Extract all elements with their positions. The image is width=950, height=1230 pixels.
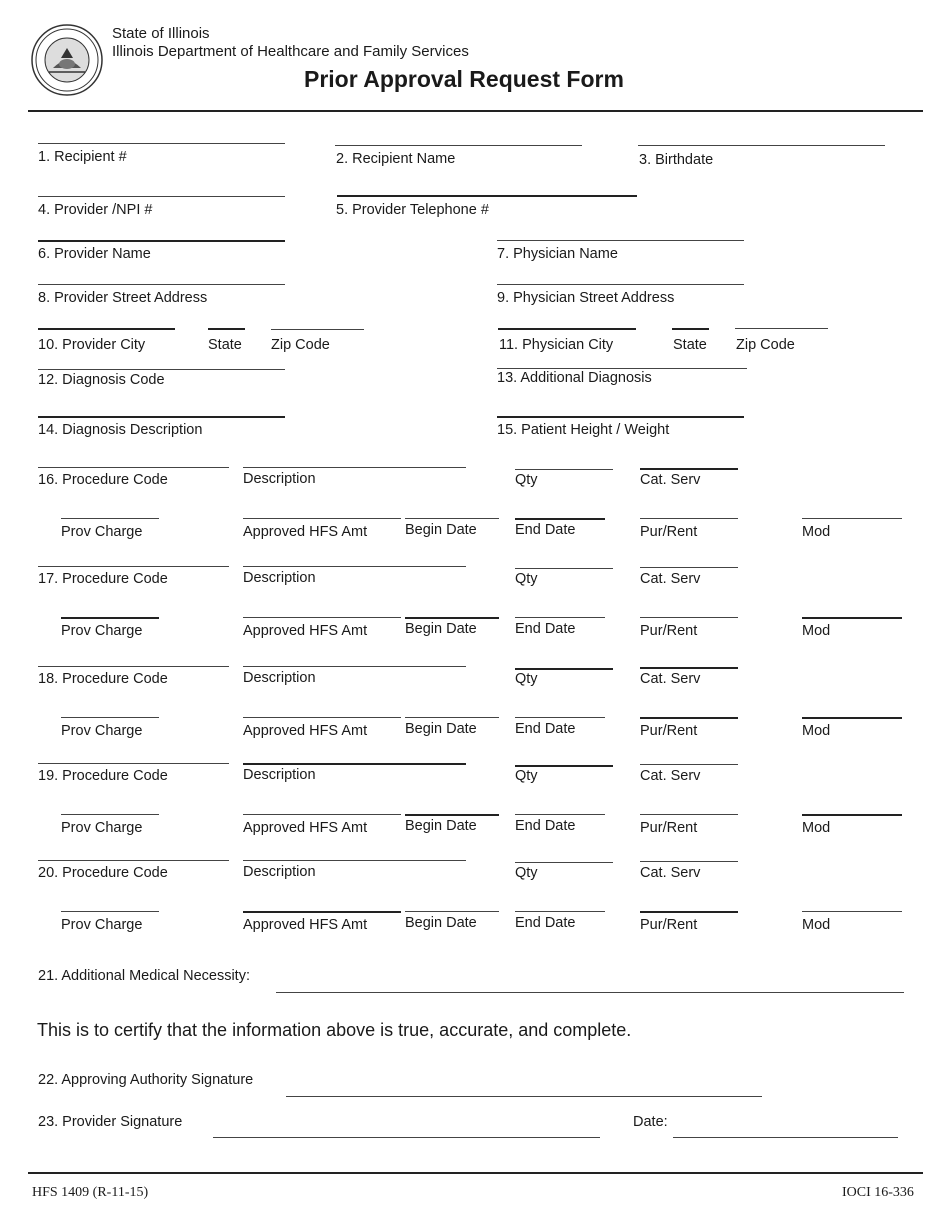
mod-label: Mod bbox=[802, 917, 831, 933]
prov-charge-label: Prov Charge bbox=[61, 820, 143, 836]
approved-amount-field[interactable] bbox=[243, 814, 401, 815]
cat-serv-label: Cat. Serv bbox=[640, 865, 701, 881]
description-label: Description bbox=[243, 670, 316, 686]
mod-field[interactable] bbox=[802, 911, 902, 912]
procedure-code-label: 17. Procedure Code bbox=[38, 571, 168, 587]
begin-date-label: Begin Date bbox=[405, 522, 477, 538]
description-field[interactable] bbox=[243, 860, 466, 861]
provider-name-field[interactable] bbox=[38, 240, 285, 242]
recipient-number-field[interactable] bbox=[38, 143, 285, 144]
certification-statement: This is to certify that the information above is true, accurate, and complete. bbox=[37, 1020, 632, 1040]
provider-name-label: 6. Provider Name bbox=[38, 246, 151, 262]
provider-signature-label: 23. Provider Signature bbox=[38, 1114, 183, 1130]
description-field[interactable] bbox=[243, 666, 466, 667]
approved-amount-label: Approved HFS Amt bbox=[243, 820, 368, 836]
prov-charge-label: Prov Charge bbox=[61, 623, 143, 639]
state-name: State of Illinois bbox=[112, 25, 210, 42]
procedure-code-label: 18. Procedure Code bbox=[38, 671, 168, 687]
prov-charge-label: Prov Charge bbox=[61, 524, 143, 540]
mod-field[interactable] bbox=[802, 814, 902, 816]
cat-serv-label: Cat. Serv bbox=[640, 571, 701, 587]
end-date-label: End Date bbox=[515, 721, 576, 737]
qty-label: Qty bbox=[515, 571, 538, 587]
provider-signature-field[interactable] bbox=[213, 1137, 600, 1138]
pur-rent-label: Pur/Rent bbox=[640, 917, 698, 933]
mod-label: Mod bbox=[802, 524, 831, 540]
provider-zip-field[interactable] bbox=[271, 329, 364, 330]
begin-date-field[interactable] bbox=[405, 717, 499, 718]
begin-date-label: Begin Date bbox=[405, 915, 477, 931]
diagnosis-code-field[interactable] bbox=[38, 369, 285, 370]
height-weight-field[interactable] bbox=[497, 416, 744, 418]
cat-serv-label: Cat. Serv bbox=[640, 472, 701, 488]
qty-field[interactable] bbox=[515, 765, 613, 767]
begin-date-label: Begin Date bbox=[405, 818, 477, 834]
description-field[interactable] bbox=[243, 566, 466, 567]
pur-rent-label: Pur/Rent bbox=[640, 524, 698, 540]
description-label: Description bbox=[243, 471, 316, 487]
cat-serv-label: Cat. Serv bbox=[640, 671, 701, 687]
description-field[interactable] bbox=[243, 763, 466, 765]
approving-signature-field[interactable] bbox=[286, 1096, 762, 1097]
date-field[interactable] bbox=[673, 1137, 898, 1138]
approved-amount-label: Approved HFS Amt bbox=[243, 524, 368, 540]
cat-serv-label: Cat. Serv bbox=[640, 768, 701, 784]
provider-npi-label: 4. Provider /NPI # bbox=[38, 202, 153, 218]
begin-date-label: Begin Date bbox=[405, 721, 477, 737]
cat-serv-field[interactable] bbox=[640, 468, 738, 470]
provider-telephone-field[interactable] bbox=[337, 195, 637, 197]
diagnosis-description-label: 14. Diagnosis Description bbox=[38, 422, 203, 438]
recipient-name-field[interactable] bbox=[335, 145, 582, 146]
provider-telephone-label: 5. Provider Telephone # bbox=[336, 202, 489, 218]
cat-serv-field[interactable] bbox=[640, 567, 738, 568]
end-date-field[interactable] bbox=[515, 911, 605, 912]
qty-field[interactable] bbox=[515, 668, 613, 670]
provider-state-field[interactable] bbox=[208, 328, 245, 330]
physician-city-field[interactable] bbox=[498, 328, 636, 330]
footer-divider bbox=[28, 1172, 923, 1174]
mod-field[interactable] bbox=[802, 617, 902, 619]
begin-date-field[interactable] bbox=[405, 617, 499, 619]
mod-label: Mod bbox=[802, 623, 831, 639]
procedure-code-field[interactable] bbox=[38, 467, 229, 468]
approving-signature-label: 22. Approving Authority Signature bbox=[38, 1072, 254, 1088]
cat-serv-field[interactable] bbox=[640, 764, 738, 765]
approved-amount-field[interactable] bbox=[243, 617, 401, 618]
approved-amount-field[interactable] bbox=[243, 518, 401, 519]
birthdate-field[interactable] bbox=[638, 145, 885, 146]
prov-charge-field[interactable] bbox=[61, 814, 159, 815]
form-number: HFS 1409 (R-11-15) bbox=[32, 1185, 149, 1200]
form-title: Prior Approval Request Form bbox=[304, 66, 624, 92]
header-divider bbox=[28, 110, 923, 112]
begin-date-label: Begin Date bbox=[405, 621, 477, 637]
end-date-label: End Date bbox=[515, 818, 576, 834]
pur-rent-label: Pur/Rent bbox=[640, 623, 698, 639]
prov-charge-field[interactable] bbox=[61, 717, 159, 718]
qty-field[interactable] bbox=[515, 469, 613, 470]
cat-serv-field[interactable] bbox=[640, 861, 738, 862]
mod-field[interactable] bbox=[802, 717, 902, 719]
description-field[interactable] bbox=[243, 467, 466, 468]
description-label: Description bbox=[243, 570, 316, 586]
mod-field[interactable] bbox=[802, 518, 902, 519]
prov-charge-label: Prov Charge bbox=[61, 917, 143, 933]
end-date-label: End Date bbox=[515, 522, 576, 538]
end-date-label: End Date bbox=[515, 915, 576, 931]
qty-label: Qty bbox=[515, 671, 538, 687]
provider-city-field[interactable] bbox=[38, 328, 175, 330]
procedure-code-label: 16. Procedure Code bbox=[38, 472, 168, 488]
qty-field[interactable] bbox=[515, 568, 613, 569]
date-label: Date: bbox=[633, 1114, 668, 1130]
provider-zip-label: Zip Code bbox=[271, 337, 330, 353]
procedure-code-label: 19. Procedure Code bbox=[38, 768, 168, 784]
diagnosis-code-label: 12. Diagnosis Code bbox=[38, 372, 165, 388]
pur-rent-field[interactable] bbox=[640, 814, 738, 815]
pur-rent-field[interactable] bbox=[640, 518, 738, 519]
provider-street-label: 8. Provider Street Address bbox=[38, 290, 208, 306]
description-label: Description bbox=[243, 767, 316, 783]
prov-charge-field[interactable] bbox=[61, 911, 159, 912]
procedure-code-label: 20. Procedure Code bbox=[38, 865, 168, 881]
pur-rent-label: Pur/Rent bbox=[640, 820, 698, 836]
provider-npi-field[interactable] bbox=[38, 196, 285, 197]
prov-charge-label: Prov Charge bbox=[61, 723, 143, 739]
qty-field[interactable] bbox=[515, 862, 613, 863]
approved-amount-label: Approved HFS Amt bbox=[243, 723, 368, 739]
recipient-number-label: 1. Recipient # bbox=[38, 149, 127, 165]
pur-rent-field[interactable] bbox=[640, 617, 738, 618]
qty-label: Qty bbox=[515, 472, 538, 488]
physician-street-field[interactable] bbox=[497, 284, 744, 285]
end-date-label: End Date bbox=[515, 621, 576, 637]
additional-diagnosis-label: 13. Additional Diagnosis bbox=[497, 370, 652, 386]
physician-state-field[interactable] bbox=[672, 328, 709, 330]
height-weight-label: 15. Patient Height / Weight bbox=[497, 422, 670, 438]
provider-city-label: 10. Provider City bbox=[38, 337, 146, 353]
physician-state-label: State bbox=[673, 337, 707, 353]
begin-date-field[interactable] bbox=[405, 518, 499, 519]
approved-amount-label: Approved HFS Amt bbox=[243, 917, 368, 933]
procedure-code-field[interactable] bbox=[38, 566, 229, 567]
procedure-code-field[interactable] bbox=[38, 763, 229, 764]
end-date-field[interactable] bbox=[515, 617, 605, 618]
birthdate-label: 3. Birthdate bbox=[639, 152, 714, 168]
ioci-number: IOCI 16-336 bbox=[842, 1185, 914, 1200]
recipient-name-label: 2. Recipient Name bbox=[336, 151, 456, 167]
end-date-field[interactable] bbox=[515, 518, 605, 520]
medical-necessity-label: 21. Additional Medical Necessity: bbox=[38, 968, 250, 984]
physician-street-label: 9. Physician Street Address bbox=[497, 290, 675, 306]
procedure-code-field[interactable] bbox=[38, 666, 229, 667]
prov-charge-field[interactable] bbox=[61, 617, 159, 619]
pur-rent-field[interactable] bbox=[640, 911, 738, 913]
mod-label: Mod bbox=[802, 723, 831, 739]
procedure-code-field[interactable] bbox=[38, 860, 229, 861]
prov-charge-field[interactable] bbox=[61, 518, 159, 519]
begin-date-field[interactable] bbox=[405, 814, 499, 816]
pur-rent-field[interactable] bbox=[640, 717, 738, 719]
qty-label: Qty bbox=[515, 865, 538, 881]
medical-necessity-field[interactable] bbox=[276, 992, 904, 993]
diagnosis-description-field[interactable] bbox=[38, 416, 285, 418]
approved-amount-field[interactable] bbox=[243, 717, 401, 718]
begin-date-field[interactable] bbox=[405, 911, 499, 912]
physician-zip-label: Zip Code bbox=[736, 337, 795, 353]
physician-city-label: 11. Physician City bbox=[499, 337, 614, 353]
cat-serv-field[interactable] bbox=[640, 667, 738, 669]
pur-rent-label: Pur/Rent bbox=[640, 723, 698, 739]
additional-diagnosis-field[interactable] bbox=[497, 368, 747, 369]
qty-label: Qty bbox=[515, 768, 538, 784]
physician-zip-field[interactable] bbox=[735, 328, 828, 329]
approved-amount-field[interactable] bbox=[243, 911, 401, 913]
department-name: Illinois Department of Healthcare and Family Services bbox=[112, 43, 469, 60]
approved-amount-label: Approved HFS Amt bbox=[243, 623, 368, 639]
provider-street-field[interactable] bbox=[38, 284, 285, 285]
provider-state-label: State bbox=[208, 337, 242, 353]
physician-name-field[interactable] bbox=[497, 240, 744, 241]
physician-name-label: 7. Physician Name bbox=[497, 246, 618, 262]
mod-label: Mod bbox=[802, 820, 831, 836]
end-date-field[interactable] bbox=[515, 717, 605, 718]
end-date-field[interactable] bbox=[515, 814, 605, 815]
illinois-state-seal bbox=[31, 24, 103, 96]
description-label: Description bbox=[243, 864, 316, 880]
